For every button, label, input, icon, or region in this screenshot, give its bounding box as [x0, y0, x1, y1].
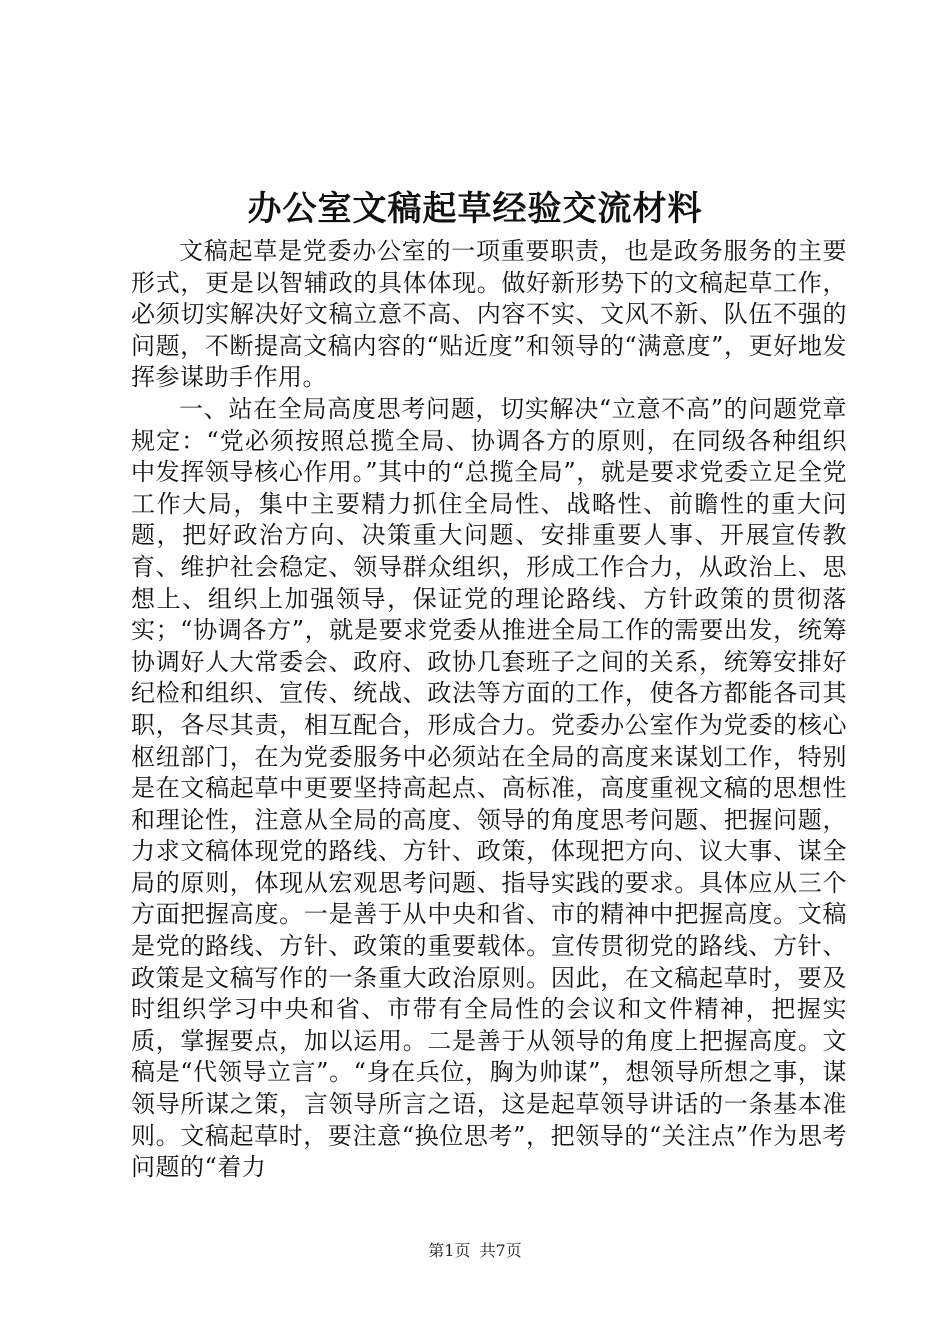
document-body — [131, 236, 847, 1184]
paragraph-intro: 文稿起草是党委办公室的一项重要职责，也是政务服务的主要形式，更是以智辅政的具体体现。做好新形势下的文稿起草工作，必须切实解决好文稿立意不高、内容不实、文风不新、队伍不强的问题，不断提高文稿内容的“贴近度”和领导的“满意度”，更好地发挥参谋助手作用。 — [131, 237, 847, 392]
page-total: 共7页 — [479, 1241, 522, 1260]
paragraph-section-one: 一、站在全局高度思考问题，切实解决“立意不高”的问题党章规定：“党必须按照总揽全局、协调各方的原则，在同级各种组织中发挥领导核心作用。”其中的“总揽全局”，就是要求党委立足全党工作大局，集中主要精力抓住全局性、战略性、前瞻性的重大问题，把好政治方向、决策重大问题、安排重要人事、开展宣传教育、维护社会稳定、领导群众组织，形成工作合力，从政治上、思想上、组织上加强领导，保证党的理论路线、方针政策的贯彻落实；“协调各方”，就是要求党委从推进全局工作的需要出发，统筹协调好人大常委会、政府、政协几套班子之间的关系，统筹安排好纪检和组织、宣传、统战、政法等方面的工作，使各方都能各司其职，各尽其责，相互配合，形成合力。党委办公室作为党委的核心枢纽部门，在为党委服务中必须站在全局的高度来谋划工作，特别是在文稿起草中更要坚持高起点、高标准，高度重视文稿的思想性和理论性，注意从全局的高度、领导的角度思考问题、把握问题，力求文稿体现党的路线、方针、政策，体现把方向、议大事、谋全局的原则，体现从宏观思考问题、指导实践的要求。具体应从三个方面把握高度。一是善于从中央和省、市的精神中把握高度。文稿是党的路线、方针、政策的重要载体。宣传贯彻党的路线、方针、政策是文稿写作的一条重大政治原则。因此，在文稿起草时，要及时组织学习中央和省、市带有全局性的会议和文件精神，把握实质，掌握要点，加以运用。二是善于从领导的角度上把握高度。文稿是“代领导立言”。“身在兵位，胸为帅谋”，想领导所想之事，谋领导所谋之策，言领导所言之语，这是起草领导讲话的一条基本准则。文稿起草时，要注意“换位思考”，把领导的“关注点”作为思考问题的“着力 — [131, 394, 847, 1182]
page-number: 第1页 — [428, 1241, 471, 1260]
page-footer — [0, 1240, 950, 1262]
document-title: 办公室文稿起草经验交流材料 — [247, 189, 703, 229]
